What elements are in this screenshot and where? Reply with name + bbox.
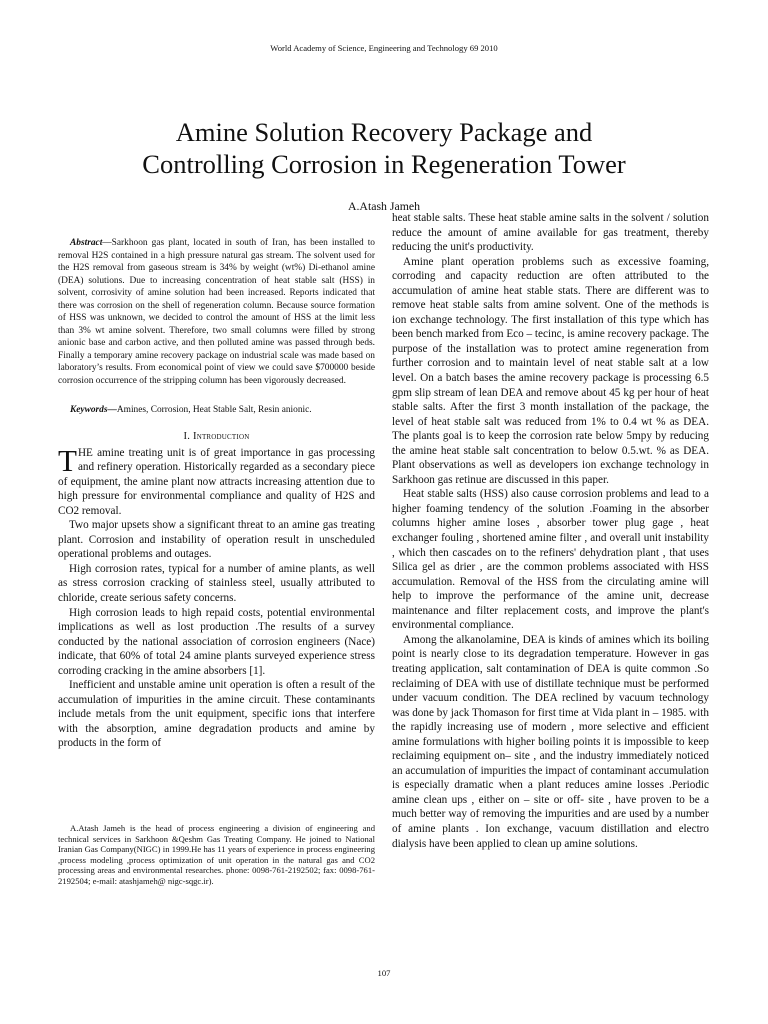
abstract-label: Abstract — [70, 238, 103, 248]
right-paragraph-1: heat stable salts. These heat stable amine salts in the solvent / solution reduce the amount of amine available for gas treatment, thereby reducing the unit's productivity. — [392, 212, 709, 254]
left-column — [58, 234, 375, 751]
intro-paragraph-1-text: HE amine treating unit is of great importance in gas processing and refinery operation. Historically regarded as a secondary piece of equipment, the amine plant now attracts increasing attention due to high pressure for environmental compliance and quality of H2S and CO2 removal. — [58, 446, 375, 517]
abstract — [58, 237, 375, 387]
title-line-1: Amine Solution Recovery Package and — [175, 117, 593, 147]
author-footnote: A.Atash Jameh is the head of process engineering a division of engineering and technical services in Sarkhoon &Qeshm Gas Treating Company. He joined to National Iranian Gas Company(NIGC) in 1999.He has 11 years of experience in process engineering ,process modeling ,process optimization of unit operation in the natural gas and CO2 processing areas and environmental researches. phone: 0098-761-2192502; fax: 0098-761-2192504; e-mail: atashjameh@ nigc-sqgc.ir). — [58, 823, 375, 886]
intro-paragraph-2: Two major upsets show a significant threat to an amine gas treating plant. Corrosion and instability of operation result in unscheduled operational problems and outages. — [58, 519, 375, 561]
intro-paragraph-1 — [58, 442, 375, 519]
intro-paragraph-5: Inefficient and unstable amine unit operation is often a result of the accumulation of impurities in the amine circuit. These contaminants include metals from the unit equipment, specific ions that interfere with the absorption, amine degradation products and amine by products in the form of — [58, 679, 375, 750]
title-line-2: Controlling Corrosion in Regeneration Tower — [142, 149, 626, 179]
drop-cap: T — [58, 442, 77, 478]
paper-title — [0, 116, 768, 180]
section-heading-introduction — [58, 431, 375, 442]
keywords-text: Amines, Corrosion, Heat Stable Salt, Resin anionic. — [116, 405, 312, 415]
right-paragraph-3: Heat stable salts (HSS) also cause corrosion problems and lead to a higher foaming tendency of the solution .Foaming in the absorber columns higher amine loses , absorber tower plug gage , heat exchanger fouling , shortened amine filter , and overall unit instability , which then cascades on to the refiners' dehydration plant , that uses Silica gel as drier , are the common problems associated with HSS accumulation. Removal of the HSS from the circulating amine will help to improve the performance of the amine unit, decrease maintenance and filter replacement costs, and improve the plant's environmental compliance. — [392, 488, 709, 632]
section-number: I. — [183, 430, 191, 442]
right-paragraph-4: Among the alkanolamine, DEA is kinds of amines which its boiling point is nearly close to its degradation temperature. However in gas treating application, salt contamination of DEA is quite common .So reclaiming of DEA with use of distillate technique must be performed under vacuum condition. The DEA reclined by vacuum technology was done by jack Thomason for first time at Vida plant in – 1985. with the rapidly increasing use of modern , more selective and efficient amine formulations with higher boiling points it is impossible to keep reclaiming equipment on– site , and the industry immediately noticed an accumulation of impurities the impact of contaminant accumulation is especially dramatic when a plant reduces amine losses .Periodic amine clean ups , either on – site or off- site , have proven to be a much better way of removing the impurities and are used by a number of amine plants . Ion exchange, vacuum distillation and electro dialysis have been applied to clean up amine solutions. — [392, 633, 709, 850]
keywords-label: Keywords — [70, 405, 108, 415]
section-title: Introduction — [192, 430, 250, 442]
intro-paragraph-4: High corrosion leads to high repaid costs, potential environmental implications as well as lost production .The results of a survey conducted by the national association of corrosion engineers (Nace) indicate, that 60% of total 24 amine plants surveyed experience stress corroding cracking in the amine absorbers [1]. — [58, 606, 375, 677]
author-name: A.Atash Jameh — [347, 199, 421, 213]
abstract-dash: — — [102, 238, 112, 248]
right-column — [392, 211, 709, 851]
abstract-text: Sarkhoon gas plant, located in south of Iran, has been installed to removal H2S contained in a high pressure natural gas stream. The solvent used for the H2S removal from gaseous stream is 34% by weight (wt%) Di-ethanol amine (DEA) solutions. Due to increasing concentration of heat stable salt (HSS) in solvent, corrosivity of amine solution had been increased. Reports indicated that there was corrosion on the shell of regeneration column. Because source formation of HSS was unknown, we decided to control the amount of HSS at the limit less than 3% wt amine solvent. Therefore, two small columns were filled by strong anionic base and carbon active, and then polluted amine was passed through beds. Finally a temporary amine recovery package on industrial scale was made based on laboratory’s results. From economical point of view we could save $700000 beside corrosion occurrence of the stripping column has been vigorously decreased. — [58, 238, 375, 386]
page-number: 107 — [377, 968, 391, 978]
keywords-dash: — — [107, 405, 117, 415]
right-paragraph-2: Amine plant operation problems such as excessive foaming, corroding and capacity reduction are often attributed to the accumulation of amine heat stable stats. There are different was to remove heat stable salts from amine solvent. One of the methods is ion exchange technology. The first installation of this type which has been bench marked from Eco – tecinc, is amine recovery package. The purpose of the installation was to protect amine regeneration from further corrosion and to maintain level of neat stable salt at a low level. On a batch bases the amine recovery package is processing 6.5 gpm slip stream of lean DEA and remove about 45 kg per hour of heat stable salts. After the first 3 month installation of the package, the level of heat stable salt was reduced from 1% to 0.4 wt % as DEA. The plants goal is to keep the corrosion rate below 5mpy by reducing the amine heat stable salt concentration to below 0.5.wt. % as DEA. Plant observations as well as developers ion exchange technology in Sarkhoon gas retinue are discussed in this paper. — [392, 255, 709, 486]
intro-paragraph-3: High corrosion rates, typical for a number of amine plants, as well as stress corrosion cracking of stainless steel, usually attributed to chloride, create serious safety concerns. — [58, 562, 375, 604]
running-header: World Academy of Science, Engineering and Technology 69 2010 — [270, 43, 498, 53]
keywords — [58, 404, 375, 417]
